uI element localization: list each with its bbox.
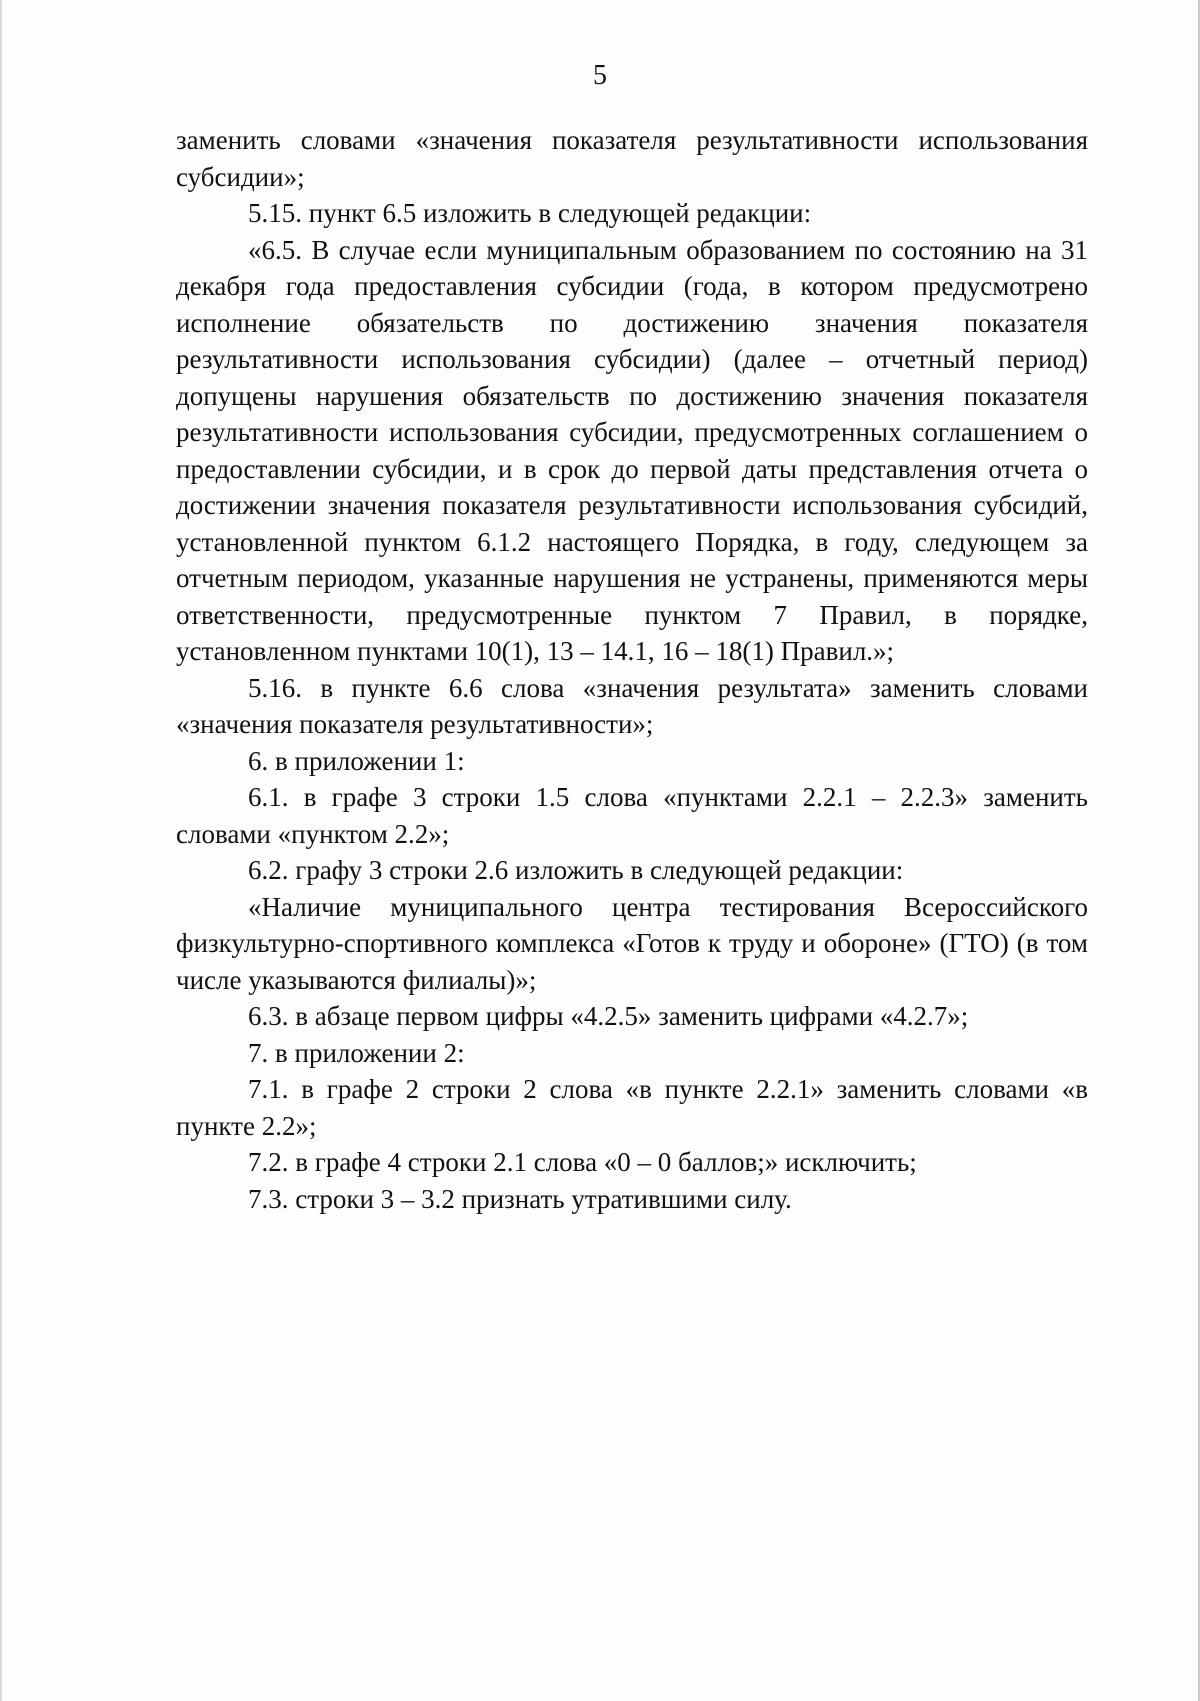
paragraph: 7.3. строки 3 – 3.2 признать утратившими силу.	[248, 1183, 792, 1214]
paragraph: 7.1. в графе 2 строки 2 слова «в пункте 2.2.1» заменить словами «в пункте 2.2»;	[176, 1074, 1088, 1141]
paragraph: 5.16. в пункте 6.6 слова «значения результата» заменить словами «значения показателя результативности»;	[176, 672, 1088, 739]
paragraph: «Наличие муниципального центра тестирования Всероссийского физкультурно-спортивного комплекса «Готов к труду и обороне» (ГТО) (в том числе указываются филиалы)»;	[176, 891, 1088, 995]
paragraph: 6.3. в абзаце первом цифры «4.2.5» заменить цифрами «4.2.7»;	[248, 1001, 969, 1031]
paragraph: 6. в приложении 1:	[248, 745, 465, 776]
paragraph: 5.15. пункт 6.5 изложить в следующей редакции:	[248, 198, 812, 228]
paragraph: 7.2. в графе 4 строки 2.1 слова «0 – 0 баллов;» исключить;	[248, 1147, 917, 1177]
paragraph: «6.5. В случае если муниципальным образованием по состоянию на 31 декабря года предоставления субсидии (года, в котором предусмотрено исполнение обязательств по достижению значения показателя результативности использования субсидии) (далее – отчетный период) допущены нарушения обязательств по достижению значения показателя результативности использования субсидии, предусмотренных соглашением о предоставлении субсидии, и в срок до первой даты представления отчета о достижении значения показателя результативности использования субсидий, установленной пунктом 6.1.2 настоящего Порядка, в году, следующем за отчетным периодом, указанные нарушения не устранены, применяются меры ответственности, предусмотренные пунктом 7 Правил, в порядке, установленном пунктами 10(1), 13 – 14.1, 16 – 18(1) Правил.»;	[176, 234, 1088, 666]
paragraph: 6.2. графу 3 строки 2.6 изложить в следующей редакции:	[248, 855, 904, 885]
paragraph: 7. в приложении 2:	[248, 1037, 465, 1068]
paragraph: 6.1. в графе 3 строки 1.5 слова «пунктами 2.2.1 – 2.2.3» заменить словами «пунктом 2.2»;	[176, 782, 1088, 849]
page-number: 5	[593, 60, 607, 91]
document-body	[176, 122, 1088, 1217]
paragraph: заменить словами «значения показателя результативности использования субсидии»;	[176, 125, 1088, 192]
